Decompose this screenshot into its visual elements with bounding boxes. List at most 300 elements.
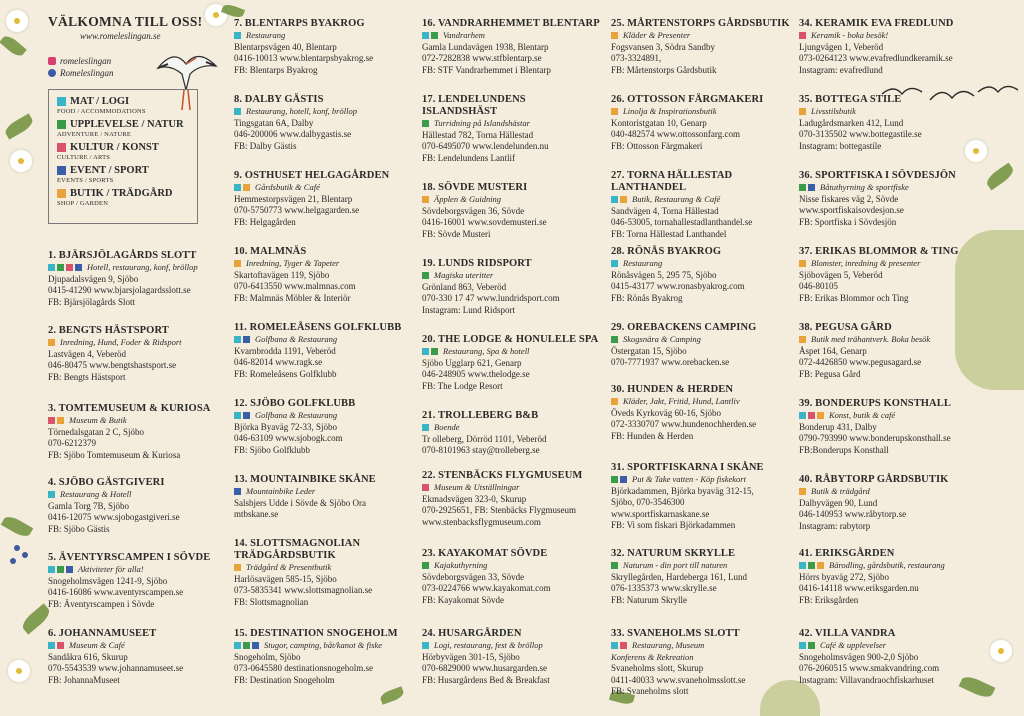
listing-title: 42. VILLA VANDRA xyxy=(799,628,896,639)
listing-detail: Sjöbovägen 5, Veberöd xyxy=(799,269,883,280)
listing-detail: Snogeholmsvägen 1241-9, Sjöbo xyxy=(48,575,168,586)
listing-detail: Björkadammen, Björka byaväg 312-15, xyxy=(611,485,754,496)
category-swatch xyxy=(234,184,241,191)
category-swatch xyxy=(234,412,241,419)
listing-detail[interactable]: 0416-12075 www.sjobogastgiveri.se xyxy=(48,512,180,522)
listing-entry[interactable] xyxy=(799,94,979,152)
category-text: Museum & Café xyxy=(69,640,125,650)
listing-detail: 070-6212379 xyxy=(48,438,96,448)
category-text: Mountainbike Leder xyxy=(246,486,316,496)
listing-category xyxy=(799,258,979,270)
listing-detail: FB: Bengts Hästsport xyxy=(48,371,126,382)
listing-detail: Kvarnbrodda 1191, Veberöd xyxy=(234,345,336,356)
category-swatch xyxy=(422,562,429,569)
legend-item xyxy=(57,188,191,207)
listing-title: 24. HUSARGÅRDEN xyxy=(422,628,522,639)
listing-detail[interactable]: 070-5543539 www.johannamuseet.se xyxy=(48,663,184,673)
listing-detail: FB: Erikas Blommor och Ting xyxy=(799,292,909,303)
category-text: Boende xyxy=(434,422,460,432)
category-swatch xyxy=(611,336,618,343)
category-text: Kläder & Presenter xyxy=(623,30,691,40)
category-text: Äpplen & Guidning xyxy=(434,194,502,204)
listing-entry[interactable] xyxy=(422,258,602,316)
listing-detail: Gamla Lundavägen 1938, Blentarp xyxy=(422,41,549,52)
listing-entry[interactable] xyxy=(799,548,979,606)
category-swatch xyxy=(48,491,55,498)
category-text: Golfbana & Restaurang xyxy=(255,410,338,420)
listing-detail[interactable]: 073-0264123 www.evafredlundkeramik.se xyxy=(799,53,953,63)
category-swatch xyxy=(799,184,806,191)
facebook-label: Romeleslingan xyxy=(60,68,114,78)
listing-detail[interactable]: 072-3330707 www.hundenochherden.se xyxy=(611,419,757,429)
listing-entry[interactable] xyxy=(48,552,228,610)
category-text: Blomster, inredning & presenter xyxy=(811,258,921,268)
listing-category xyxy=(611,334,791,346)
listing-detail[interactable]: 070-5750773 www.helgagarden.se xyxy=(234,205,360,215)
category-swatch xyxy=(48,339,55,346)
listing-detail[interactable]: 076-1335373 www.skrylle.se xyxy=(611,583,717,593)
listing-detail[interactable]: 076-2060515 www.smakvandring.com xyxy=(799,663,940,673)
leaf-decoration xyxy=(3,113,35,139)
listing-detail[interactable]: 0415-43177 www.ronasbyakrog.com xyxy=(611,281,745,291)
listing-entry[interactable] xyxy=(611,548,791,606)
listing-title: 31. SPORTFISKARNA I SKÅNE xyxy=(611,462,764,473)
listing-detail[interactable]: 070-7771937 www.orebacken.se xyxy=(611,357,730,367)
listing-category xyxy=(234,106,414,118)
category-swatch xyxy=(66,264,73,271)
listing-category xyxy=(234,486,414,498)
listing-title: 20. THE LODGE & HONULELE SPA xyxy=(422,334,599,345)
listing-detail: Harlösavägen 585-15, Sjöbo xyxy=(234,573,337,584)
listing-category xyxy=(48,337,228,349)
listing-detail: FB: Mårtenstorps Gårdsbutik xyxy=(611,64,717,75)
listing-detail: Törnedalsgatan 2 C, Sjöbo xyxy=(48,426,144,437)
listing-title: 4. SJÖBO GÄSTGIVERI xyxy=(48,477,165,488)
instagram-link[interactable] xyxy=(48,55,218,67)
category-text: Kajakuthyrning xyxy=(434,560,488,570)
listing-title: 12. SJÖBO GOLFKLUBB xyxy=(234,398,356,409)
category-swatch xyxy=(243,336,250,343)
listing-entry[interactable] xyxy=(611,384,791,442)
listing-detail: FB: Slottsmagnolian xyxy=(234,596,309,607)
listing-title: 18. SÖVDE MUSTERI xyxy=(422,182,528,193)
listing-detail: Skryllegården, Hardeberga 161, Lund xyxy=(611,571,748,582)
listing-detail[interactable]: www.sportfiskarnaskane.se xyxy=(611,508,710,519)
category-text: Restaurang xyxy=(623,258,663,268)
listing-detail: Åspet 164, Genarp xyxy=(799,345,867,356)
listing-category xyxy=(799,410,979,422)
listing-detail: 070-2925651, FB: Stenbäcks Flygmuseum xyxy=(422,505,577,515)
listing-entry[interactable] xyxy=(799,628,979,686)
legend-swatch xyxy=(57,166,66,175)
listing-title: 8. DALBY GÄSTIS xyxy=(234,94,324,105)
legend-subtitle: FOOD / ACCOMMODATIONS xyxy=(57,108,146,115)
listing-detail[interactable]: 0416-16001 www.sovdemusteri.se xyxy=(422,217,547,227)
listing-title: 16. VANDRARHEMMET BLENTARP xyxy=(422,18,600,29)
category-text: Restaurang, Museum xyxy=(632,640,705,650)
listing-detail[interactable]: 046-140953 www.råbytorp.se xyxy=(799,509,907,519)
listing-detail[interactable]: 070-8101963 stay@trolleberg.se xyxy=(422,445,540,455)
listing-detail: Snogeholmsvägen 900-2,0 Sjöbo xyxy=(799,651,919,662)
listing-title: 29. OREBACKENS CAMPING xyxy=(611,322,757,333)
listing-entry[interactable] xyxy=(799,398,979,456)
listing-entry[interactable] xyxy=(234,94,414,152)
listing-detail[interactable]: 073-5835341 www.slottsmagnolian.se xyxy=(234,585,373,595)
flower-decoration xyxy=(8,660,30,682)
listing-entry[interactable] xyxy=(611,18,791,76)
listing-detail: Hörrs byaväg 272, Sjöbo xyxy=(799,571,889,582)
listing-detail: Tr olleberg, Dörröd 1101, Veberöd xyxy=(422,433,547,444)
instagram-icon xyxy=(48,57,56,65)
listing-detail[interactable]: 072-4426850 www.pegusagard.se xyxy=(799,357,922,367)
category-swatch xyxy=(75,264,82,271)
listing-detail[interactable]: 0411-40033 www.svaneholmsslott.se xyxy=(611,674,746,685)
listing-detail: FB: Eriksgården xyxy=(799,594,859,605)
listing-detail: Björka Byaväg 72-33, Sjöbo xyxy=(234,421,337,432)
category-swatch xyxy=(808,184,815,191)
listing-entry[interactable] xyxy=(799,322,979,380)
listing-detail: Sandvägen 4, Torna Hällestad xyxy=(611,205,719,216)
listing-category xyxy=(611,640,791,652)
listing-detail: FB: The Lodge Resort xyxy=(422,380,503,391)
category-swatch xyxy=(57,417,64,424)
listing-detail: Ljungvägen 1, Veberöd xyxy=(799,41,884,52)
facebook-link[interactable] xyxy=(48,67,218,79)
listing-detail: Dalbyvägen 90, Lund xyxy=(799,497,878,508)
listing-title: 25. MÅRTENSTORPS GÅRDSBUTIK xyxy=(611,18,790,29)
category-text: Inredning, Hund, Foder & Ridsport xyxy=(60,337,182,347)
listing-category xyxy=(234,410,414,422)
listing-detail: FB: JohannaMuseet xyxy=(48,674,120,685)
listing-entry[interactable] xyxy=(234,538,414,608)
listing-entry[interactable] xyxy=(234,398,414,456)
category-swatch xyxy=(422,484,429,491)
listing-detail[interactable]: 070-3135502 www.bottegastile.se xyxy=(799,129,922,139)
category-text: Logi, restaurang, fest & bröllop xyxy=(434,640,543,650)
listing-detail: Ladugårdsmarken 412, Lund xyxy=(799,117,904,128)
listing-detail[interactable]: 046-63109 www.sjobogk.com xyxy=(234,433,343,443)
listing-detail: FB: Dalby Gästis xyxy=(234,140,297,151)
category-swatch xyxy=(234,488,241,495)
listing-category xyxy=(234,562,414,574)
listing-detail: Tingsgatan 6A, Dalby xyxy=(234,117,314,128)
listing-entry[interactable] xyxy=(422,470,602,528)
listing-entry[interactable] xyxy=(234,18,414,76)
category-text: Naturum - din port till naturen xyxy=(623,560,728,570)
category-swatch xyxy=(422,642,429,649)
listing-detail: Sövdeborgsvägen 36, Sövde xyxy=(422,205,525,216)
listing-detail[interactable]: www.stenbacksflygmuseum.com xyxy=(422,516,541,527)
category-text: Aktiviteter för alla! xyxy=(78,564,144,574)
listing-detail: FB: Romeleåsens Golfklubb xyxy=(234,368,337,379)
listing-category xyxy=(799,486,979,498)
listing-title: 38. PEGUSA GÅRD xyxy=(799,322,892,333)
category-text: Restaurang xyxy=(246,30,286,40)
listing-entry[interactable] xyxy=(48,250,228,308)
category-swatch xyxy=(422,196,429,203)
category-text: Skogsnära & Camping xyxy=(623,334,701,344)
listing-detail: FB:Bonderups Konsthall xyxy=(799,444,889,455)
listing-detail: Instagram: bottegastile xyxy=(799,140,882,151)
listing-detail[interactable]: 072-7282838 www.stfblentarp.se xyxy=(422,53,542,63)
listing-detail[interactable]: 0415-41290 www.bjarsjolagardsslott.se xyxy=(48,285,191,295)
listing-detail: FB: Lendelundens Lantlif xyxy=(422,152,515,163)
category-swatch xyxy=(799,562,806,569)
listing-title: 10. MALMNÄS xyxy=(234,246,307,257)
listing-entry[interactable] xyxy=(799,474,979,532)
category-text: Vandrarhem xyxy=(443,30,485,40)
intro xyxy=(48,14,218,79)
listing-detail: Instagram: evafredlund xyxy=(799,64,883,75)
listing-detail: FB: Vi som fiskari Björkadammen xyxy=(611,520,736,530)
listing-entry[interactable] xyxy=(611,462,791,532)
listing-detail[interactable]: 070-6413550 www.malmnas.com xyxy=(234,281,356,291)
listing-entry[interactable] xyxy=(422,410,602,457)
category-swatch xyxy=(799,260,806,267)
category-swatch xyxy=(243,412,250,419)
berry-decoration xyxy=(22,552,28,558)
category-text: Inredning, Tyger & Tapeter xyxy=(246,258,340,268)
listing-category xyxy=(799,334,979,346)
category-swatch xyxy=(234,564,241,571)
listing-entry[interactable] xyxy=(48,477,228,535)
flower-decoration xyxy=(6,10,28,32)
listing-detail[interactable]: mtbskane.se xyxy=(234,509,279,519)
legend-title: BUTIK / TRÄDGÅRD xyxy=(70,188,173,199)
category-swatch xyxy=(808,562,815,569)
listing-detail: Hemmestorpsvägen 21, Blentarp xyxy=(234,193,353,204)
listing-entry[interactable] xyxy=(422,18,602,76)
listing-detail[interactable]: 046-82014 www.ragk.se xyxy=(234,357,323,367)
listing-detail: FB: Rönås Byakrog xyxy=(611,292,683,303)
listing-category xyxy=(48,640,228,652)
listing-detail[interactable]: www.sportfiskaisovdesjon.se xyxy=(799,205,904,215)
listing-detail: FB: Kayakomat Sövde xyxy=(422,594,504,605)
listing-detail: FB: Malmnäs Möbler & Interiör xyxy=(234,292,351,303)
listing-entry[interactable] xyxy=(234,322,414,380)
category-swatch xyxy=(66,566,73,573)
listing-entry[interactable] xyxy=(234,246,414,304)
category-legend xyxy=(48,89,198,224)
listing-detail: FB: Torna Hällestad Lanthandel xyxy=(611,228,727,239)
listing-detail: Sjöbo Ugglarp 621, Genarp xyxy=(422,357,522,368)
listing-detail: Instagram: rabytorp xyxy=(799,520,871,531)
listing-category xyxy=(799,182,979,194)
listing-entry[interactable] xyxy=(611,246,791,304)
flower-decoration xyxy=(10,150,32,172)
listing-title: 37. ERIKAS BLOMMOR & TING xyxy=(799,246,959,257)
legend-subtitle: ADVENTURE / NATURE xyxy=(57,131,132,138)
listing-category xyxy=(48,415,228,427)
listing-detail[interactable]: 046-53005, tornahallestadlanthandel.se xyxy=(611,217,753,227)
category-text: Golfbana & Restaurang xyxy=(255,334,338,344)
listing-entry[interactable] xyxy=(48,325,228,383)
category-swatch xyxy=(799,488,806,495)
category-swatch xyxy=(48,264,55,271)
listing-entry[interactable] xyxy=(48,403,228,461)
listing-entry[interactable] xyxy=(422,548,602,606)
facebook-icon xyxy=(48,69,56,77)
listing-detail: 073-3324891, xyxy=(611,53,662,63)
legend-subtitle: SHOP / GARDEN xyxy=(57,200,109,207)
category-swatch xyxy=(431,348,438,355)
category-text: Kläder, Jakt, Fritid, Hund, Lantliv xyxy=(623,396,740,406)
listing-entry[interactable] xyxy=(234,474,414,521)
listing-detail[interactable]: 040-482574 www.ottossonfarg.com xyxy=(611,129,740,139)
listing-title: 27. TORNA HÄLLESTAD LANTHANDEL xyxy=(611,170,733,193)
listing-category xyxy=(799,640,979,652)
category-swatch xyxy=(808,412,815,419)
listing-detail: FB: Destination Snogeholm xyxy=(234,674,335,685)
listing-detail: Hörbyvägen 301-15, Sjöbo xyxy=(422,651,520,662)
category-text: Gårdsbutik & Café xyxy=(255,182,320,192)
listing-detail: FB: STF Vandrarhemmet i Blentarp xyxy=(422,64,551,75)
listing-entry[interactable] xyxy=(799,170,979,228)
listing-title: 26. OTTOSSON FÄRGMAKERI xyxy=(611,94,764,105)
listing-detail[interactable]: 073-0645580 destinationsnogeholm.se xyxy=(234,663,373,673)
legend-title: MAT / LOGI xyxy=(70,96,130,107)
category-text: Linolja & Inspirationsbutik xyxy=(623,106,717,116)
listing-detail: FB: Äventyrscampen i Sövde xyxy=(48,598,155,609)
category-text: Keramik - boka besök! xyxy=(811,30,889,40)
social-links xyxy=(48,55,218,79)
listing-detail: FB: Bjärsjölagårds Slott xyxy=(48,296,136,307)
category-swatch xyxy=(48,566,55,573)
listing-title: 2. BENGTS HÄSTSPORT xyxy=(48,325,169,336)
listing-entry[interactable] xyxy=(799,246,979,304)
category-swatch xyxy=(799,642,806,649)
listing-category xyxy=(422,30,602,42)
listing-entry[interactable] xyxy=(422,628,602,686)
listing-detail[interactable]: 073-0224766 www.kayakomat.com xyxy=(422,583,551,593)
listing-category xyxy=(422,118,602,130)
listing-detail: FB: Ottosson Färgmakeri xyxy=(611,140,703,151)
listing-entry[interactable] xyxy=(234,170,414,228)
listing-detail: Sövdeborgsvägen 33, Sövde xyxy=(422,571,525,582)
listing-title: 11. ROMELEÅSENS GOLFKLUBB xyxy=(234,322,402,333)
listing-category xyxy=(234,258,414,270)
welcome-title: VÄLKOMNA TILL OSS! xyxy=(48,14,203,29)
listing-entry[interactable] xyxy=(611,628,791,698)
listing-entry[interactable] xyxy=(611,94,791,152)
category-swatch xyxy=(620,476,627,483)
listing-detail[interactable]: 046-80475 www.bengtshastsport.se xyxy=(48,360,177,370)
flower-decoration xyxy=(990,640,1012,662)
listing-detail[interactable]: 0416-16086 www.aventyrscampen.se xyxy=(48,587,184,597)
listing-category xyxy=(422,422,602,434)
category-text: Hotell, restaurang, konf, bröllop xyxy=(87,262,198,272)
category-swatch xyxy=(234,108,241,115)
listing-detail[interactable]: 070-6829000 www.husargarden.se xyxy=(422,663,547,673)
listing-title: 9. OSTHUSET HELGAGÅRDEN xyxy=(234,170,390,181)
listing-detail: FB: Svaneholms slott xyxy=(611,686,689,696)
listing-category xyxy=(234,334,414,346)
website-link[interactable]: www.romeleslingan.se xyxy=(80,31,161,41)
listing-category xyxy=(799,106,979,118)
category-text: Stugor, camping, båt/kanot & fiske xyxy=(264,640,383,650)
listing-entry[interactable] xyxy=(611,170,791,240)
listing-entry[interactable] xyxy=(422,182,602,240)
listing-detail: Snogeholm, Sjöbo xyxy=(234,651,301,662)
listing-entry[interactable] xyxy=(611,322,791,369)
category-swatch xyxy=(234,32,241,39)
category-text: Bärodling, gårdsbutik, restaurang xyxy=(829,560,945,570)
listing-category xyxy=(422,194,602,206)
listing-detail: Lastvägen 4, Veberöd xyxy=(48,348,127,359)
listing-detail: Fogsvansen 3, Södra Sandby xyxy=(611,41,715,52)
listing-detail[interactable]: 0416-14118 www.eriksgarden.nu xyxy=(799,583,919,593)
listing-title: 35. BOTTEGA STILE xyxy=(799,94,902,105)
legend-swatch xyxy=(57,120,66,129)
leaf-decoration xyxy=(984,163,1016,191)
category-swatch xyxy=(611,108,618,115)
listing-detail[interactable]: 046-248905 www.thelodge.se xyxy=(422,369,530,379)
category-swatch xyxy=(422,32,429,39)
listing-title: 34. KERAMIK EVA FREDLUND xyxy=(799,18,954,29)
listing-detail[interactable]: 0416-10013 www.blentarpsbyakrog.se xyxy=(234,53,374,63)
listing-detail[interactable]: 0790-793990 www.bonderupskonsthall.se xyxy=(799,433,951,443)
category-text: Butik, Restaurang & Café xyxy=(632,194,721,204)
listing-detail: FB: Naturum Skrylle xyxy=(611,594,687,605)
listing-detail[interactable]: 070-330 17 47 www.lundridsport.com xyxy=(422,293,560,303)
listing-detail: FB: Sövde Musteri xyxy=(422,228,491,239)
listing-entry[interactable] xyxy=(48,628,228,686)
listing-category xyxy=(611,474,791,486)
category-text: Restaurang, Spa & hotell xyxy=(443,346,530,356)
category-text: Museum & Utställningar xyxy=(434,482,520,492)
listing-detail[interactable]: 046-200006 www.dalbygastis.se xyxy=(234,129,352,139)
listing-detail: Östergatan 15, Sjöbo xyxy=(611,345,687,356)
listing-title: 17. LENDELUNDENS ISLANDSHÄST xyxy=(422,94,526,117)
listing-title: 14. SLOTTSMAGNOLIAN TRÄDGÅRDSBUTIK xyxy=(234,538,361,561)
listing-detail: Instagram: Villavandraochfiskarhuset xyxy=(799,674,934,685)
category-swatch xyxy=(620,642,627,649)
category-swatch xyxy=(234,336,241,343)
listing-entry[interactable] xyxy=(422,334,602,392)
category-swatch xyxy=(611,562,618,569)
category-text: Båtuthyrning & sportfiske xyxy=(820,182,909,192)
listing-category xyxy=(799,560,979,572)
category-text: Trädgård & Presentbutik xyxy=(246,562,332,572)
legend-item xyxy=(57,119,191,138)
listing-detail: Öveds Kyrkoväg 60-16, Sjöbo xyxy=(611,407,721,418)
listing-title: 6. JOHANNAMUSEET xyxy=(48,628,157,639)
listing-detail[interactable]: 070-6495070 www.lendelunden.nu xyxy=(422,141,549,151)
listing-detail: Sjöbo, 070-3546300 xyxy=(611,497,685,507)
listing-title: 23. KAYAKOMAT SÖVDE xyxy=(422,548,548,559)
category-text: Museum & Butik xyxy=(69,415,127,425)
listing-entry[interactable] xyxy=(234,628,414,686)
category-swatch xyxy=(799,32,806,39)
listing-detail: FB: Sjöbo Golfklubb xyxy=(234,444,311,455)
listing-title: 7. BLENTARPS BYAKROG xyxy=(234,18,365,29)
listing-detail: Bonderup 431, Dalby xyxy=(799,421,877,432)
listing-entry[interactable] xyxy=(422,94,602,164)
listing-detail: Skartoftavägen 119, Sjöbo xyxy=(234,269,330,280)
listing-detail: Sandåkra 616, Skurup xyxy=(48,651,128,662)
listing-category-extra: Konferens & Rekreation xyxy=(611,651,694,662)
berry-decoration xyxy=(14,545,20,551)
category-swatch xyxy=(422,120,429,127)
category-swatch xyxy=(611,196,618,203)
category-swatch xyxy=(817,412,824,419)
category-text: Restaurang, hotell, konf, bröllop xyxy=(246,106,357,116)
listing-entry[interactable] xyxy=(799,18,979,76)
category-swatch xyxy=(611,32,618,39)
listing-title: 36. SPORTFISKA I SÖVDESJÖN xyxy=(799,170,956,181)
legend-subtitle: CULTURE / ARTS xyxy=(57,154,111,161)
listing-title: 5. ÄVENTYRSCAMPEN I SÖVDE xyxy=(48,552,211,563)
